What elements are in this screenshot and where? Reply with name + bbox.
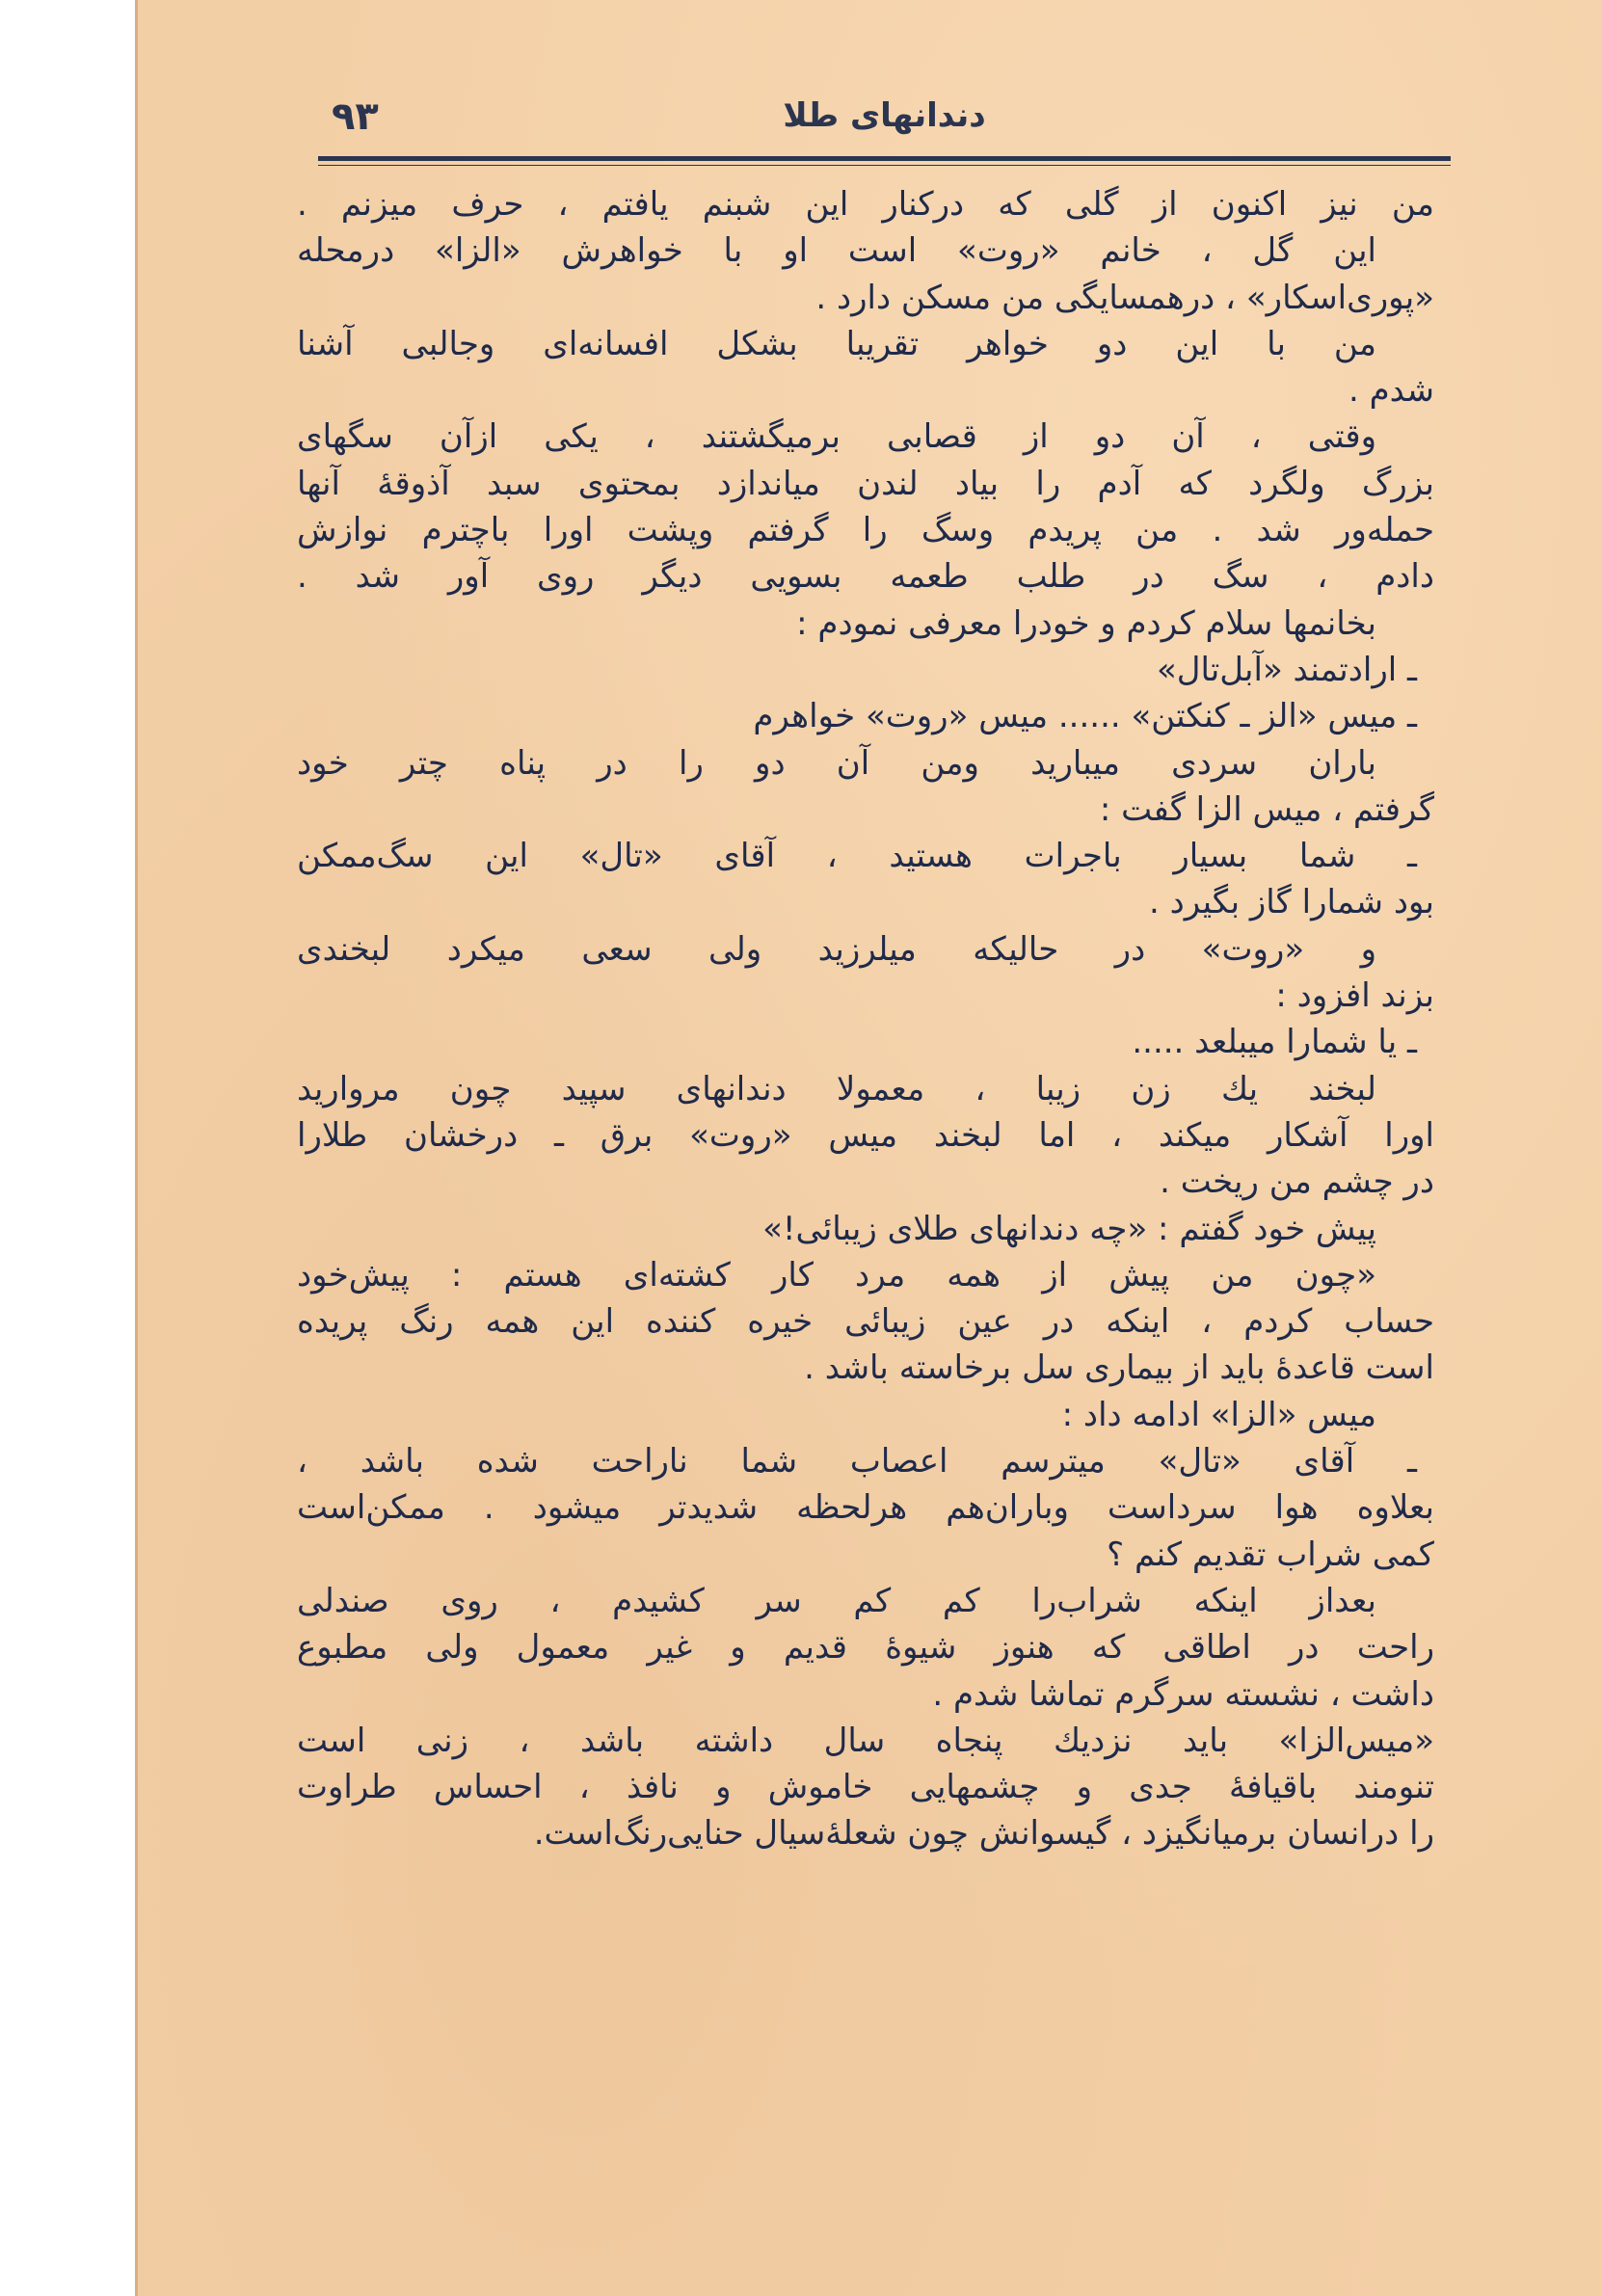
text-line: من با این دو خواهر تقریبا بشکل افسانه‌ای وجالبی آشنا — [297, 324, 1376, 363]
text-line: من نیز اکنون از گلی که درکنار این شبنم یافتم ، حرف میزنم . — [297, 185, 1434, 224]
text-line: ـ میس «الز ـ کنکتن» ...... میس «روت» خواهرم — [753, 697, 1417, 736]
text-line: در چشم من ریخت . — [1160, 1162, 1434, 1202]
text-line: ـ یا شمارا میبلعد ..... — [1132, 1023, 1417, 1062]
text-line: بود شمارا گاز بگیرد . — [1149, 883, 1434, 922]
page-header — [318, 89, 1451, 166]
header-rule-thin — [318, 165, 1451, 166]
text-line: بزند افزود : — [1275, 976, 1434, 1016]
text-line: این گل ، خانم «روت» است او با خواهرش «الزا» درمحله — [297, 231, 1376, 271]
text-line: گرفتم ، میس الزا گفت : — [1099, 789, 1434, 829]
text-line: باران سردی میبارید ومن آن دو را در پناه چتر خود — [297, 743, 1376, 783]
text-line: ـ آقای «تال» میترسم اعصاب شما ناراحت شده باشد ، — [297, 1442, 1417, 1482]
text-line: «پوری‌اسکار» ، درهمسایگی من مسکن دارد . — [815, 278, 1434, 317]
text-line: ـ شما بسیار باجرات هستید ، آقای «تال» این سگ‌ممکن — [297, 837, 1417, 876]
text-line: وقتی ، آن دو از قصابی برمیگشتند ، یکی ازآن سگهای — [297, 417, 1376, 457]
text-line: لبخند یك زن زیبا ، معمولا دندانهای سپید چون مروارید — [297, 1069, 1376, 1108]
text-line: «چون من پیش از همه مرد کار کشته‌ای هستم : پیش‌خود — [297, 1255, 1376, 1295]
text-line: بعداز اینکه شراب‌را کم کم سر کشیدم ، روی صندلی — [297, 1581, 1376, 1620]
text-line: ـ ارادتمند «آبل‌تال» — [1156, 650, 1417, 689]
text-line: حساب کردم ، اینکه در عین زیبائی خیره کننده این همه رنگ پریده — [297, 1302, 1434, 1342]
text-line: پیش خود گفتم : «چه دندانهای طلای زیبائی!» — [762, 1209, 1376, 1248]
text-line: و «روت» در حالیکه میلرزید ولی سعی میکرد لبخندی — [297, 929, 1376, 969]
body-text — [297, 181, 1434, 1857]
header-rule — [318, 156, 1451, 161]
text-line: اورا آشکار میکند ، اما لبخند میس «روت» برق ـ درخشان طلارا — [297, 1115, 1434, 1155]
running-title: دندانهای طلا — [783, 96, 986, 135]
text-line: تنومند باقیافهٔ جدی و چشمهایی خاموش و نافذ ، احساس طراوت — [297, 1768, 1434, 1807]
text-line: راحت در اطاقی که هنوز شیوهٔ قدیم و غیر معمول ولی مطبوع — [297, 1628, 1434, 1668]
text-line: حمله‌ور شد . من پریدم وسگ را گرفتم وپشت اورا باچترم نوازش — [297, 511, 1434, 550]
text-line: است قاعدهٔ باید از بیماری سل برخاسته باشد . — [804, 1348, 1434, 1388]
text-line: بزرگ ولگرد که آدم را بیاد لندن میاندازد بمحتوی سبد آذوقهٔ آنها — [297, 464, 1434, 503]
text-line: میس «الزا» ادامه داد : — [1061, 1395, 1376, 1434]
text-line: بعلاوه هوا سرداست وباران‌هم هرلحظه شدیدتر میشود . ممکن‌است — [297, 1488, 1434, 1528]
text-line: شدم . — [1348, 371, 1434, 411]
page-edge — [135, 0, 138, 2296]
text-line: بخانمها سلام کردم و خودرا معرفی نمودم : — [796, 603, 1376, 643]
text-line: «میس‌الزا» باید نزدیك پنجاه سال داشته باشد ، زنی است — [297, 1721, 1434, 1760]
text-line: را درانسان برمیانگیزد ، گیسوانش چون شعلهٔ‌سیال حنایی‌رنگ‌است. — [533, 1814, 1434, 1854]
text-line: کمی شراب تقدیم کنم ؟ — [1107, 1535, 1434, 1574]
text-line: دادم ، سگ در طلب طعمه بسویی دیگر روی آور شد . — [297, 557, 1434, 597]
text-line: داشت ، نشسته سرگرم تماشا شدم . — [932, 1674, 1434, 1714]
page-number: ۹۳ — [332, 94, 379, 139]
